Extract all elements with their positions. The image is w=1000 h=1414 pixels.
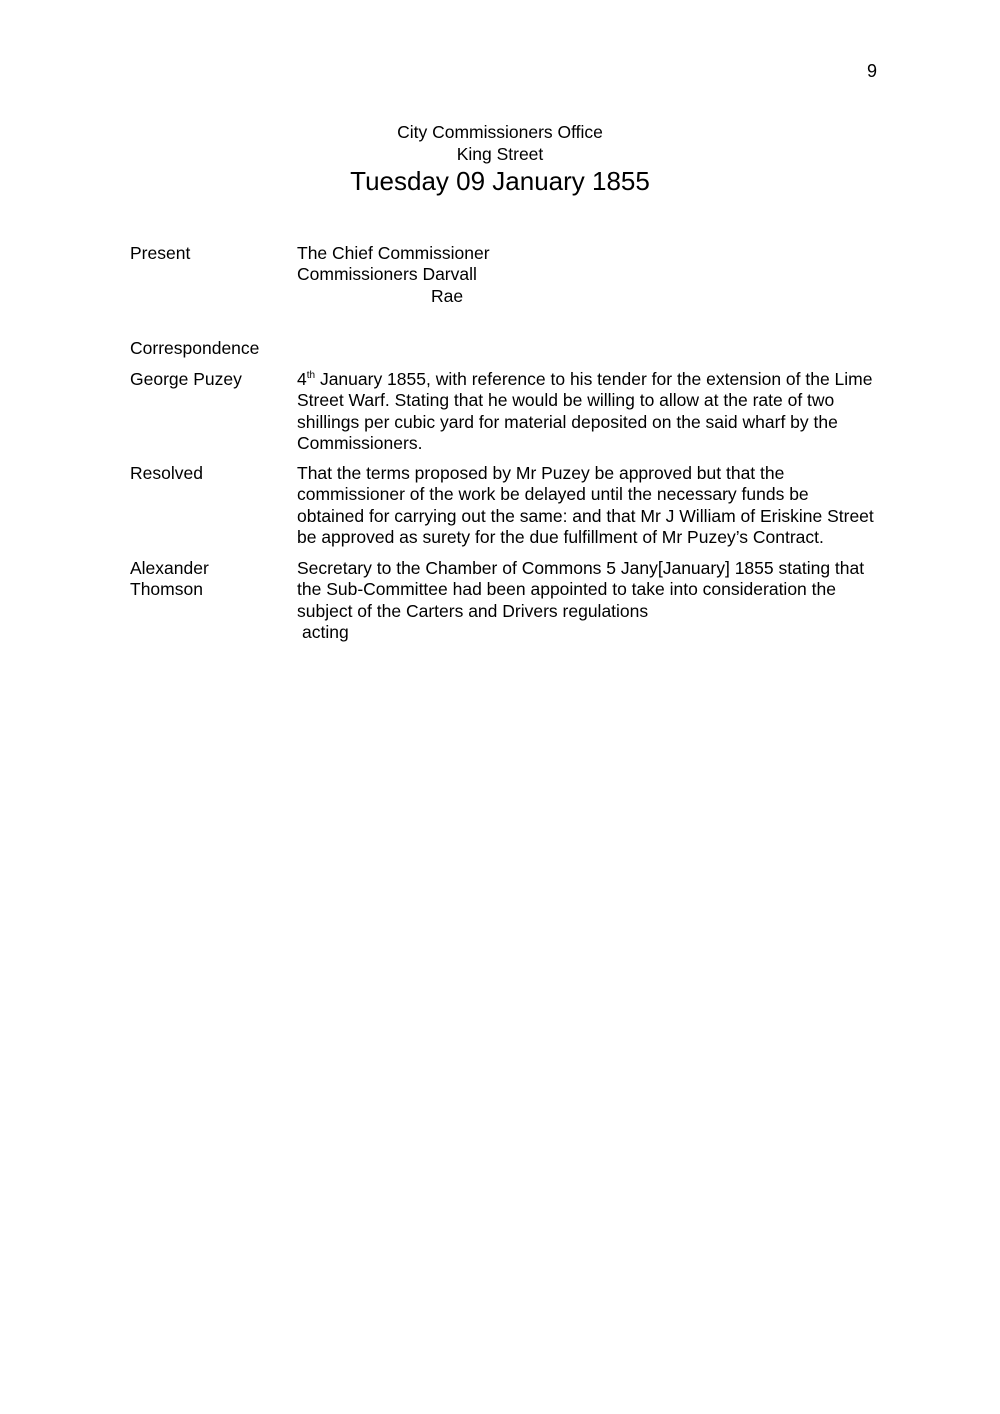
puzey-line: Commissioners. xyxy=(297,432,423,453)
puzey-line: shillings per cubic yard for material deposited on the said wharf by the xyxy=(297,411,838,432)
thomson-line: the Sub-Committee had been appointed to take into consideration the xyxy=(297,579,836,600)
resolved-label: Resolved xyxy=(130,463,203,483)
puzey-line xyxy=(297,369,917,390)
puzey-text xyxy=(297,369,917,454)
resolved-text xyxy=(297,463,917,548)
puzey-label: George Puzey xyxy=(130,369,242,389)
office-name: City Commissioners Office xyxy=(397,122,603,142)
present-line: Rae xyxy=(431,285,464,306)
resolved-line: be approved as surety for the due fulfillment of Mr Puzey’s Contract. xyxy=(297,526,824,547)
resolved-line: obtained for carrying out the same: and that Mr J William of Eriskine Street xyxy=(297,505,874,526)
thomson-label-first: Alexander xyxy=(130,558,209,578)
present-line: Commissioners Darvall xyxy=(297,264,477,285)
thomson-label xyxy=(130,558,290,601)
page-number: 9 xyxy=(866,61,877,81)
street-name: King Street xyxy=(456,143,544,164)
present-label: Present xyxy=(130,243,191,263)
thomson-line: Secretary to the Chamber of Commons 5 Jany[January] 1855 stating that xyxy=(297,558,865,578)
present-list xyxy=(297,243,917,307)
document-header xyxy=(0,122,1000,196)
thomson-label-last: Thomson xyxy=(130,579,203,600)
puzey-day: 4 xyxy=(297,369,307,389)
thomson-line: subject of the Carters and Drivers regulations xyxy=(297,600,649,621)
puzey-line: Street Warf. Stating that he would be willing to allow at the rate of two xyxy=(297,390,835,411)
thomson-line: acting xyxy=(302,621,349,642)
puzey-day-suffix: th xyxy=(306,370,316,382)
resolved-line: commissioner of the work be delayed until the necessary funds be xyxy=(297,484,809,505)
correspondence-label: Correspondence xyxy=(130,338,260,358)
resolved-line: That the terms proposed by Mr Puzey be approved but that the xyxy=(297,463,785,483)
meeting-date-title: Tuesday 09 January 1855 xyxy=(350,166,650,196)
thomson-text xyxy=(297,558,917,643)
present-line: The Chief Commissioner xyxy=(297,243,490,263)
puzey-line-rest: January 1855, with reference to his tender for the extension of the Lime xyxy=(315,369,873,389)
